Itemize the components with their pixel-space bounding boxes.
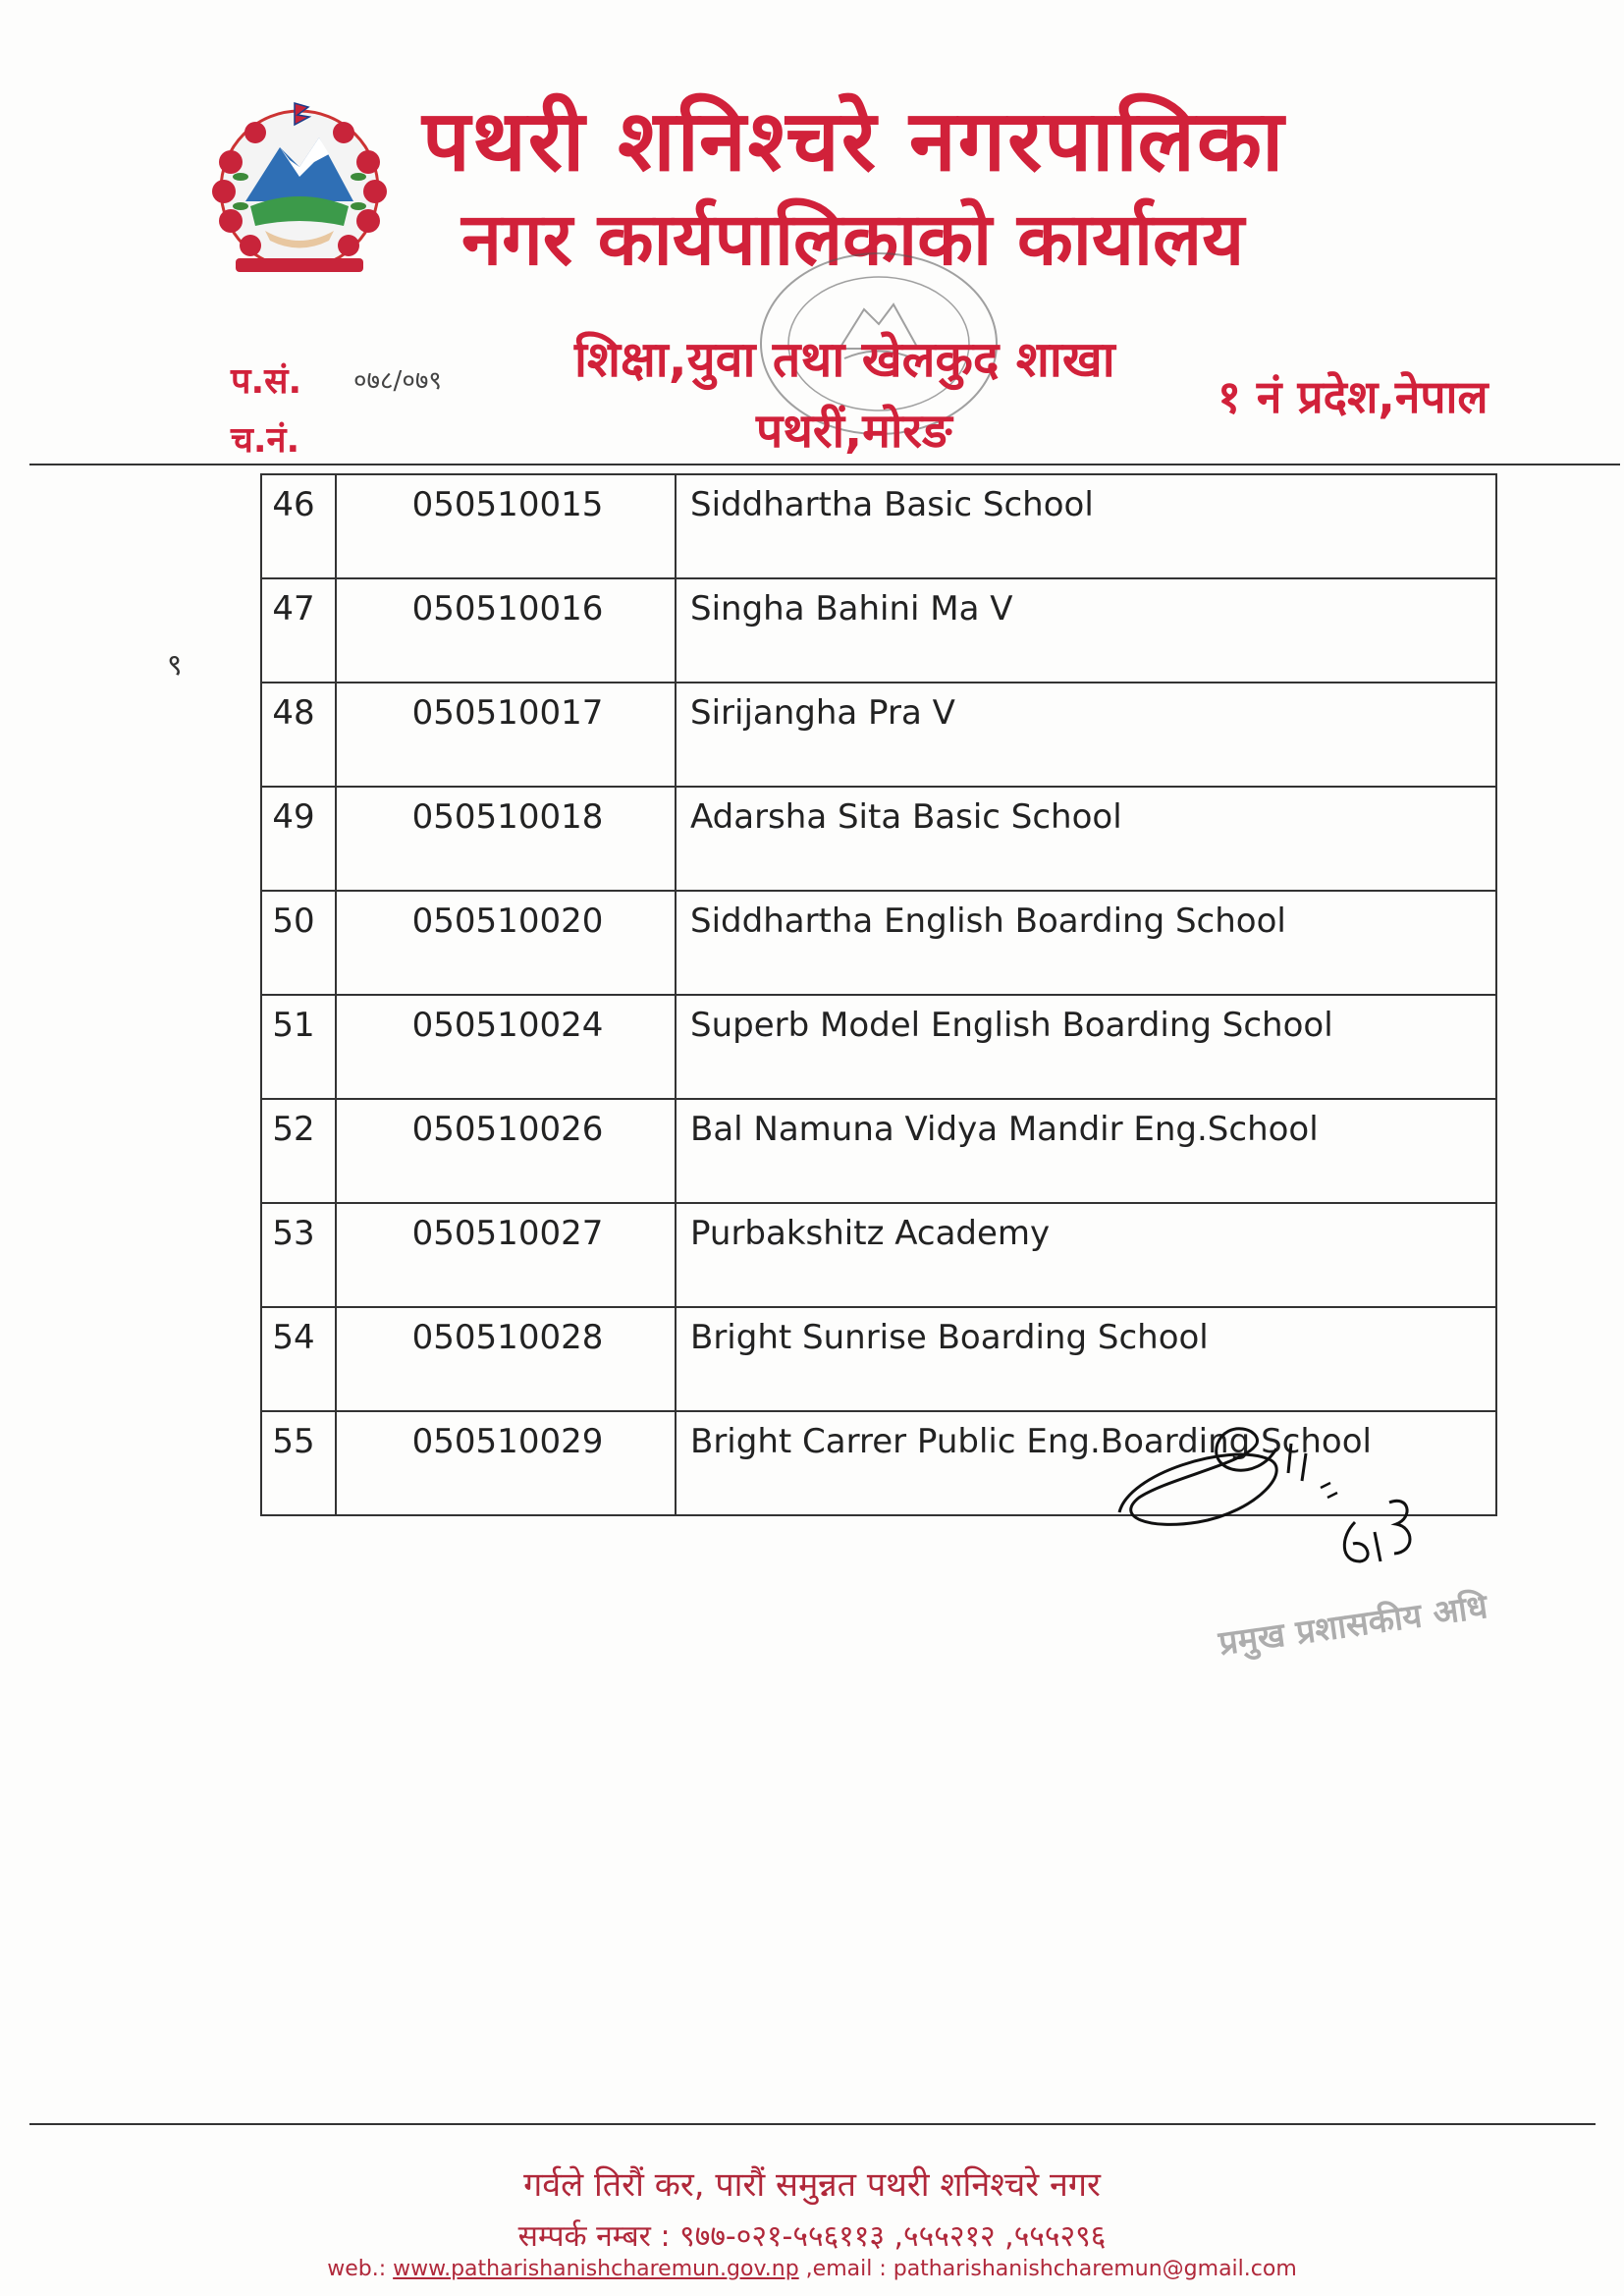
reference-number-label: प.सं. xyxy=(231,361,302,402)
office-location: पथरीं,मोरङ xyxy=(756,404,952,459)
header-divider xyxy=(29,464,1620,465)
office-subtitle: नगर कार्यपालिकाको कार्यालय xyxy=(461,197,1245,282)
school-code-cell: 050510018 xyxy=(336,787,676,891)
website-link[interactable]: www.patharishanishcharemun.gov.np xyxy=(393,2257,799,2281)
table-row xyxy=(261,474,1496,578)
school-name-cell: Singha Bahini Ma V xyxy=(676,578,1496,683)
school-list-body xyxy=(261,474,1496,1515)
serial-number-cell: 53 xyxy=(261,1203,336,1307)
school-code-cell: 050510015 xyxy=(336,474,676,578)
school-name-cell: Siddhartha English Boarding School xyxy=(676,891,1496,995)
branch-name: शिक्षा,युवा तथा खेलकुद शाखा xyxy=(574,331,1115,388)
school-code-cell: 050510020 xyxy=(336,891,676,995)
margin-mark: ९ xyxy=(167,648,183,683)
province-name: १ नं प्रदेश,नेपाल xyxy=(1218,370,1489,423)
school-name-cell: Purbakshitz Academy xyxy=(676,1203,1496,1307)
table-row xyxy=(261,1099,1496,1203)
school-code-cell: 050510016 xyxy=(336,578,676,683)
school-code-cell: 050510017 xyxy=(336,683,676,787)
serial-number-cell: 49 xyxy=(261,787,336,891)
footer-slogan: गर्वले तिरौं कर, पारौं समुन्नत पथरी शनिश्चरे नगर xyxy=(523,2165,1101,2205)
table-row xyxy=(261,578,1496,683)
school-name-cell: Bright Carrer Public Eng.Boarding School xyxy=(676,1411,1496,1515)
email-label: ,email : xyxy=(798,2257,893,2281)
serial-number-cell: 54 xyxy=(261,1307,336,1411)
web-label: web.: xyxy=(327,2257,394,2281)
officer-signature xyxy=(1110,1404,1434,1591)
school-name-cell: Superb Model English Boarding School xyxy=(676,995,1496,1099)
table-row xyxy=(261,787,1496,891)
serial-number-cell: 47 xyxy=(261,578,336,683)
email-link[interactable]: patharishanishcharemun@gmail.com xyxy=(893,2257,1297,2281)
serial-number-cell: 46 xyxy=(261,474,336,578)
footer-contact: सम्पर्क नम्बर : ९७७-०२१-५५६११३ ,५५५२१२ ,५५५२९६ xyxy=(517,2219,1107,2254)
dispatch-number-label: च.नं. xyxy=(231,420,300,461)
reference-number-value: ०७८/०७९ xyxy=(353,366,442,396)
school-name-cell: Bal Namuna Vidya Mandir Eng.School xyxy=(676,1099,1496,1203)
school-name-cell: Siddhartha Basic School xyxy=(676,474,1496,578)
school-code-cell: 050510027 xyxy=(336,1203,676,1307)
serial-number-cell: 51 xyxy=(261,995,336,1099)
school-code-cell: 050510028 xyxy=(336,1307,676,1411)
nepal-emblem-icon xyxy=(196,93,403,280)
footer-web-line xyxy=(0,2257,1624,2281)
serial-number-cell: 55 xyxy=(261,1411,336,1515)
school-name-cell: Adarsha Sita Basic School xyxy=(676,787,1496,891)
table-row xyxy=(261,683,1496,787)
footer-divider xyxy=(29,2123,1596,2125)
serial-number-cell: 48 xyxy=(261,683,336,787)
school-name-cell: Bright Sunrise Boarding School xyxy=(676,1307,1496,1411)
municipality-title: पथरी शनिश्चरे नगरपालिका xyxy=(422,92,1286,191)
school-code-cell: 050510029 xyxy=(336,1411,676,1515)
table-row xyxy=(261,1307,1496,1411)
table-row xyxy=(261,891,1496,995)
serial-number-cell: 52 xyxy=(261,1099,336,1203)
officer-stamp: प्रमुख प्रशासकीय अधि xyxy=(1216,1586,1490,1664)
school-code-cell: 050510024 xyxy=(336,995,676,1099)
table-row xyxy=(261,1203,1496,1307)
table-row xyxy=(261,995,1496,1099)
school-code-cell: 050510026 xyxy=(336,1099,676,1203)
school-name-cell: Sirijangha Pra V xyxy=(676,683,1496,787)
school-list-table xyxy=(260,473,1497,1516)
serial-number-cell: 50 xyxy=(261,891,336,995)
